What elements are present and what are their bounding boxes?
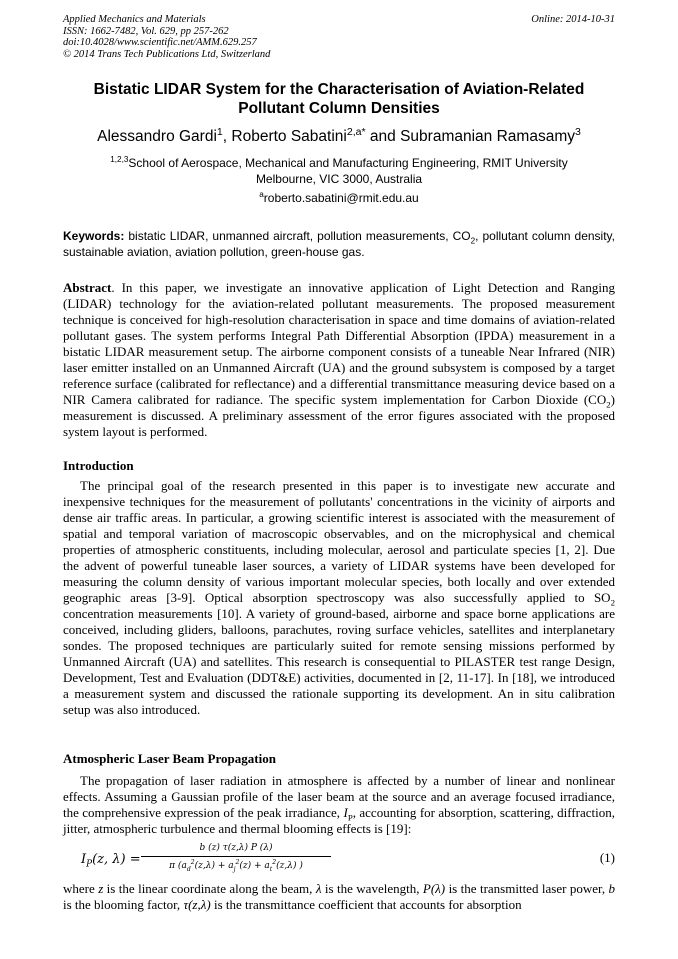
abstract-text: . In this paper, we investigate an innovative application of Light Detection and Ranging (LIDAR) technology for the aviation-related pollutant measurements. The proposed measurement technique is conceived for high-resolution characterisation in space and time domains of aviation-related pollutant gases. The system performs Integral Path Differential Absorption (IPDA) measurement in a bistatic LIDAR measurement setup. The airborne component consists of a tuneable Near Infrared (NIR) laser emitter installed on an Unmanned Aircraft (UA) and the ground subsystem is composed by a target reference surface (calibrated for reflectance) and a differential transmittance measuring device based on a NIR Camera calibrated for radiance. The specific system implementation for Carbon Dioxide (CO xyxy=(63,280,615,407)
math-symbol: a xyxy=(181,861,187,871)
keywords xyxy=(63,229,615,260)
math-symbol: I xyxy=(343,805,348,820)
section-heading-introduction: Introduction xyxy=(63,458,134,473)
subscript: P xyxy=(86,859,93,870)
abstract-label: Abstract xyxy=(63,280,112,295)
introduction-paragraph xyxy=(63,478,615,718)
keywords-text: bistatic LIDAR, unmanned aircraft, pollution measurements, CO xyxy=(124,229,471,243)
fraction-bar xyxy=(141,856,331,857)
variable-definitions xyxy=(63,881,615,913)
paragraph-text: The propagation of laser radiation in atmosphere is affected by a number of linear and nonlinear effects. Assuming a Gaussian profile of the laser beam at the source and an average focused irradiance, the comprehensive expression of the peak irradiance, xyxy=(63,773,615,820)
equation-denominator xyxy=(141,858,331,874)
subscript: d xyxy=(186,865,191,873)
author-superscript: 3 xyxy=(574,125,581,138)
abstract-text: ) measurement is discussed. A preliminary assessment of the error figures associated with the proposed system layout is performed. xyxy=(63,392,615,439)
math-symbol: I xyxy=(81,852,87,867)
affiliation xyxy=(63,155,615,187)
math-symbol: a xyxy=(264,861,270,871)
propagation-paragraph xyxy=(63,773,615,837)
equation-lhs xyxy=(81,852,141,870)
author-name: Alessandro Gardi xyxy=(97,128,217,145)
equation-fraction xyxy=(141,841,331,874)
author-separator: and xyxy=(365,128,401,145)
affiliation-superscript: 1,2,3 xyxy=(110,155,129,164)
affiliation-line: School of Aerospace, Mechanical and Manufacturing Engineering, RMIT University xyxy=(128,156,568,170)
subscript: 2 xyxy=(610,597,615,608)
keywords-text: , pollutant column density, sustainable aviation, aviation pollution, green-house gas. xyxy=(63,229,616,259)
subscript: j xyxy=(233,865,236,873)
math-text: (z, λ) = xyxy=(92,852,141,867)
keywords-label: Keywords: xyxy=(63,229,125,243)
paragraph-text: is the linear coordinate along the beam, xyxy=(103,881,316,896)
math-symbol: P(λ) xyxy=(422,881,446,896)
paragraph-text: The principal goal of the research presented in this paper is to investigate new accurate and inexpensive techniques for the measurement of pollutants' concentrations in the vicinity of airports and dense air traffic areas. In particular, a growing scientific interest is associated with the measurement of spatial and temporal variation of macroscopic observables, and on the microphysical and chemical properties of atmospheric constituents, including molecular, aerosol and particulate species [1, 2]. Due the advent of powerful tuneable laser sources, a variety of LIDAR systems have been developed for measuring the column density of various important molecular species, both locally and over extended geographic areas [3-9]. Optical absorption spectroscopy was also successfully applied to SO xyxy=(63,478,615,605)
email-address[interactable]: roberto.sabatini@rmit.edu.au xyxy=(263,191,419,205)
paragraph-text: , accounting for absorption, scattering, diffraction, jitter, atmospheric turbulence and thermal blooming effects is [19]: xyxy=(63,805,615,836)
section-heading-propagation: Atmospheric Laser Beam Propagation xyxy=(63,751,276,766)
math-text: π ( xyxy=(169,861,182,871)
author-superscript: 2,a* xyxy=(346,125,366,138)
paragraph-text: concentration measurements [10]. A variety of ground-based, airborne and space borne applications are conceived, including gliders, balloons, parachutes, roving surface vehicles, satellites and interplanetary sondes. The proposed techniques are particularly suited for remote sensing missions performed by Unmanned Aircraft (UA) and satellites. This research is consequential to PILASTER test range Design, Development, Test and Evaluation (DDT&E) activities, documented in [2, 11-17]. In [18], we introduced a measurement system and discussed the rationale supporting its development. An in situ calibration setup was also introduced. xyxy=(63,606,615,717)
author-superscript: 1 xyxy=(216,125,223,138)
subscript: t xyxy=(269,865,273,873)
corresponding-email xyxy=(63,190,615,206)
abstract xyxy=(63,280,615,440)
journal-issn: ISSN: 1662-7482, Vol. 629, pp 257-262 xyxy=(63,25,229,37)
paragraph-text: is the transmitted laser power, xyxy=(445,881,609,896)
online-date: Online: 2014-10-31 xyxy=(531,14,615,25)
author-separator: , xyxy=(222,128,232,145)
journal-doi[interactable]: doi:10.4028/www.scientific.net/AMM.629.257 xyxy=(63,37,257,48)
math-symbol: z xyxy=(98,881,104,896)
paragraph-text: where xyxy=(63,881,99,896)
math-text: (z,λ) ) xyxy=(276,861,303,871)
equation-1 xyxy=(63,841,615,877)
journal-header xyxy=(63,14,615,60)
math-text: (z,λ) + xyxy=(194,861,229,871)
subscript: P xyxy=(347,812,353,823)
paragraph-text: is the blooming factor, xyxy=(63,897,184,912)
superscript: 2 xyxy=(235,859,240,866)
affiliation-line: Melbourne, VIC 3000, Australia xyxy=(255,172,423,186)
journal-copyright: © 2014 Trans Tech Publications Ltd, Switzerland xyxy=(63,48,271,60)
subscript: 2 xyxy=(470,236,476,246)
email-superscript: a xyxy=(259,190,264,199)
author-name: Roberto Sabatini xyxy=(231,128,347,145)
paper-title: Bistatic LIDAR System for the Characterisation of Aviation-Related Pollutant Column Densities xyxy=(93,81,585,117)
subscript: 2 xyxy=(606,399,611,410)
math-symbol: a xyxy=(228,861,234,871)
math-text: (z) + xyxy=(239,861,265,871)
superscript: 2 xyxy=(190,859,195,866)
math-symbol: b xyxy=(608,881,615,896)
author-list xyxy=(63,127,615,146)
equation-number: (1) xyxy=(599,850,615,865)
paragraph-text: is the wavelength, xyxy=(321,881,423,896)
equation-numerator: b (z) τ(z,λ) P (λ) xyxy=(199,843,273,853)
author-name: Subramanian Ramasamy xyxy=(400,128,575,145)
superscript: 2 xyxy=(272,859,277,866)
paragraph-text: is the transmittance coefficient that accounts for absorption xyxy=(210,897,522,912)
math-symbol: τ(z,λ) xyxy=(183,897,211,912)
journal-name: Applied Mechanics and Materials xyxy=(63,14,206,25)
math-symbol: λ xyxy=(315,881,322,896)
